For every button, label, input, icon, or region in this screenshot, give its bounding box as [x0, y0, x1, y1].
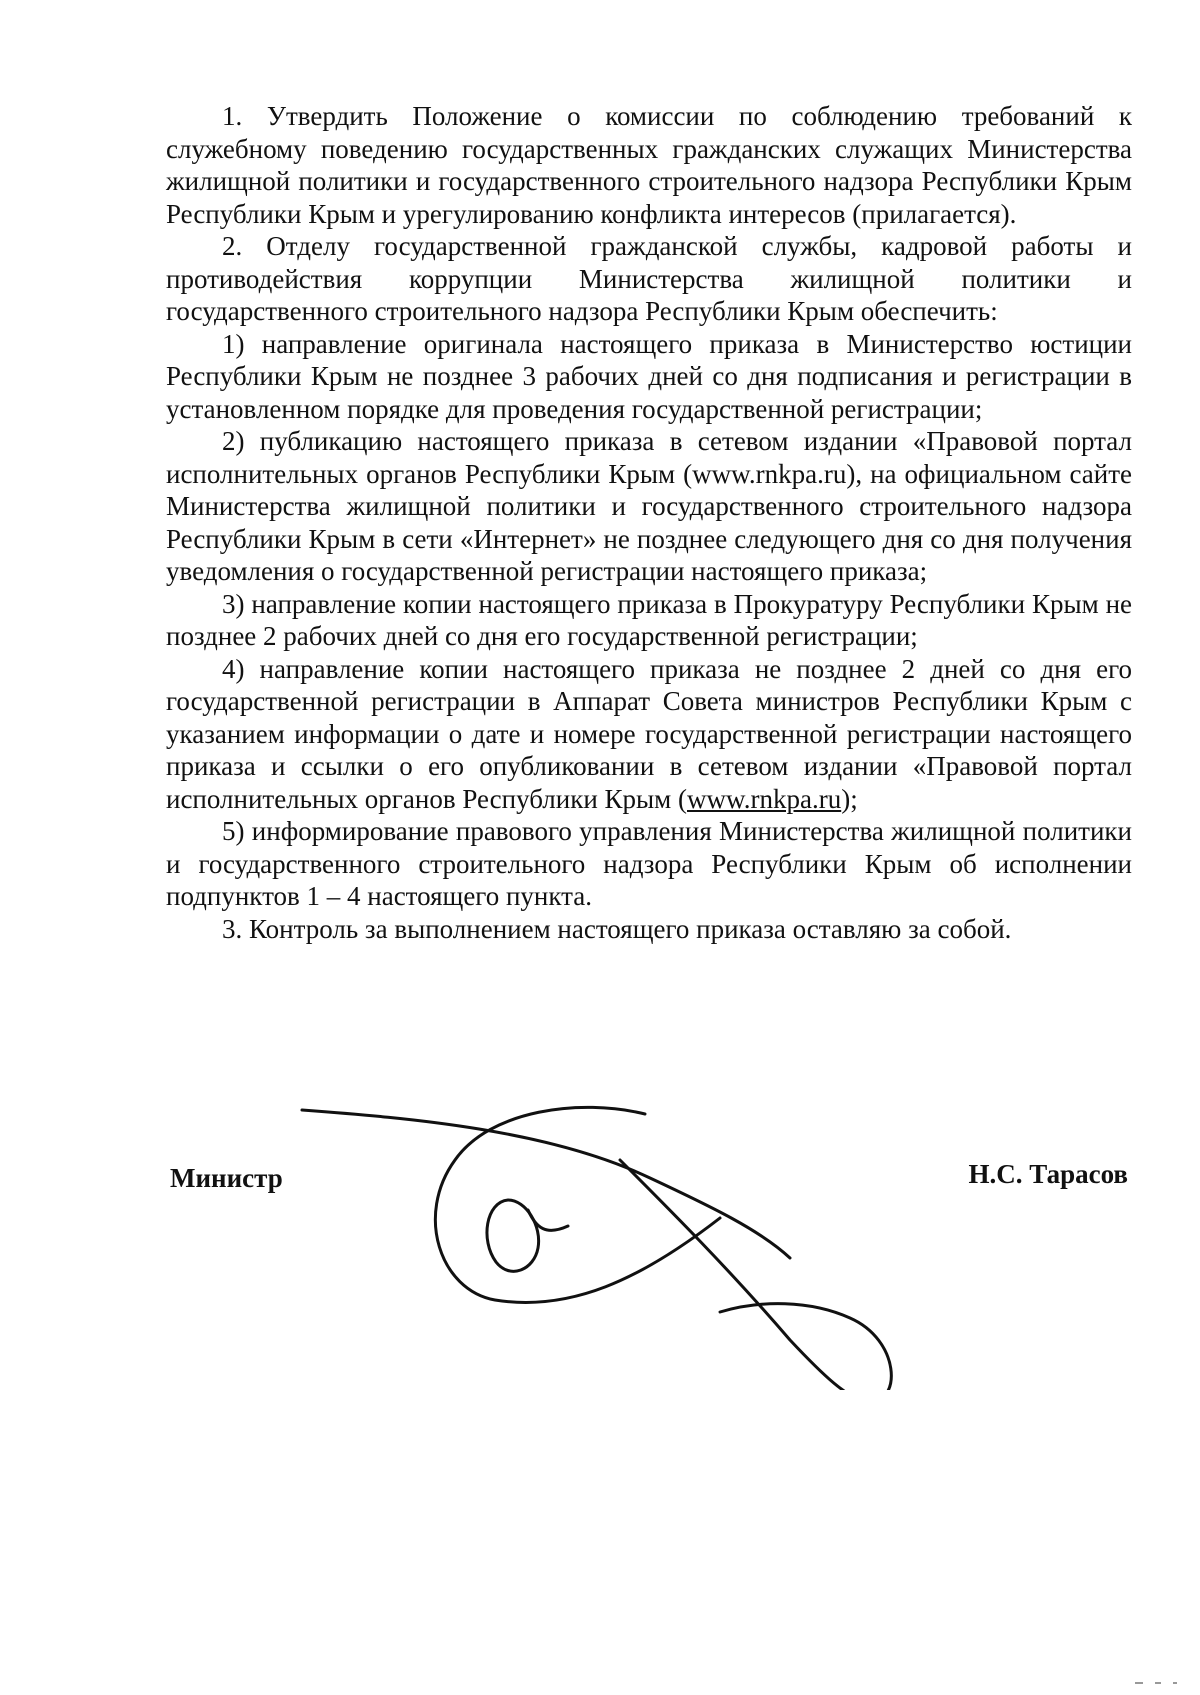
paragraph-subitem-3: 3) направление копии настоящего приказа в Прокуратуру Республики Крым не позднее 2 рабочих дней со дня его государственной регистрации;: [166, 588, 1132, 651]
paragraph-subitem-2: 2) публикацию настоящего приказа в сетевом издании «Правовой портал исполнительных органов Республики Крым (www.rnkpa.ru), на официальном сайте Министерства жилищной политики и государственного строительного надзора Республики Крым в сети «Интернет» не позднее следующего дня со дня получения уведомления о государственной регистрации настоящего приказа;: [166, 426, 1132, 586]
rnkpa-link[interactable]: www.rnkpa.ru: [687, 783, 842, 814]
paragraph-subitem-5: 5) информирование правового управления Министерства жилищной политики и государственного строительного надзора Республики Крым об исполнении подпунктов 1 – 4 настоящего пункта.: [166, 816, 1132, 911]
signature-stroke-big-loop: [435, 1107, 720, 1302]
scan-marks: [1135, 1680, 1185, 1686]
signatory-name: Н.С. Тарасов: [968, 1159, 1128, 1189]
paragraph-subitem-4: [166, 653, 1132, 816]
paragraph-item-1: 1. Утвердить Положение о комиссии по соблюдению требований к служебному поведению государственных гражданских служащих Министерства жилищной политики и государственного строительного надзора Республики Крым Республики Крым и урегулированию конфликта интересов (прилагается).: [166, 101, 1132, 229]
paragraph-subitem-4-end: );: [841, 783, 858, 814]
paragraph-item-3: 3. Контроль за выполнением настоящего приказа оставляю за собой.: [222, 913, 1012, 944]
paragraph-item-2: 2. Отделу государственной гражданской службы, кадровой работы и противодействия коррупции Министерства жилищной политики и государственного строительного надзора Республики Крым обеспечить:: [166, 231, 1132, 326]
signature-stroke-small-loop: [487, 1200, 539, 1271]
signature-stroke-top-line: [302, 1110, 790, 1258]
paragraph-subitem-1: 1) направление оригинала настоящего приказа в Министерство юстиции Республики Крым не позднее 3 рабочих дней со дня подписания и регистрации в установленном порядке для проведения государственной регистрации;: [166, 328, 1132, 424]
signature-stroke-hook: [528, 1210, 568, 1230]
signature-stroke-long-tail: [620, 1160, 891, 1390]
paragraph-subitem-4-text: 4) направление копии настоящего приказа не позднее 2 дней со дня его государственной регистрации в Аппарат Совета министров Республики Крым с указанием информации о дате и номере государственной регистрации настоящего приказа и ссылки о его опубликовании в сетевом издании «Правовой портал исполнительных органов Республики Крым (: [166, 653, 1132, 814]
document-body: [166, 100, 1132, 945]
handwritten-signature: [290, 1090, 930, 1390]
signatory-title: Министр: [170, 1163, 283, 1193]
